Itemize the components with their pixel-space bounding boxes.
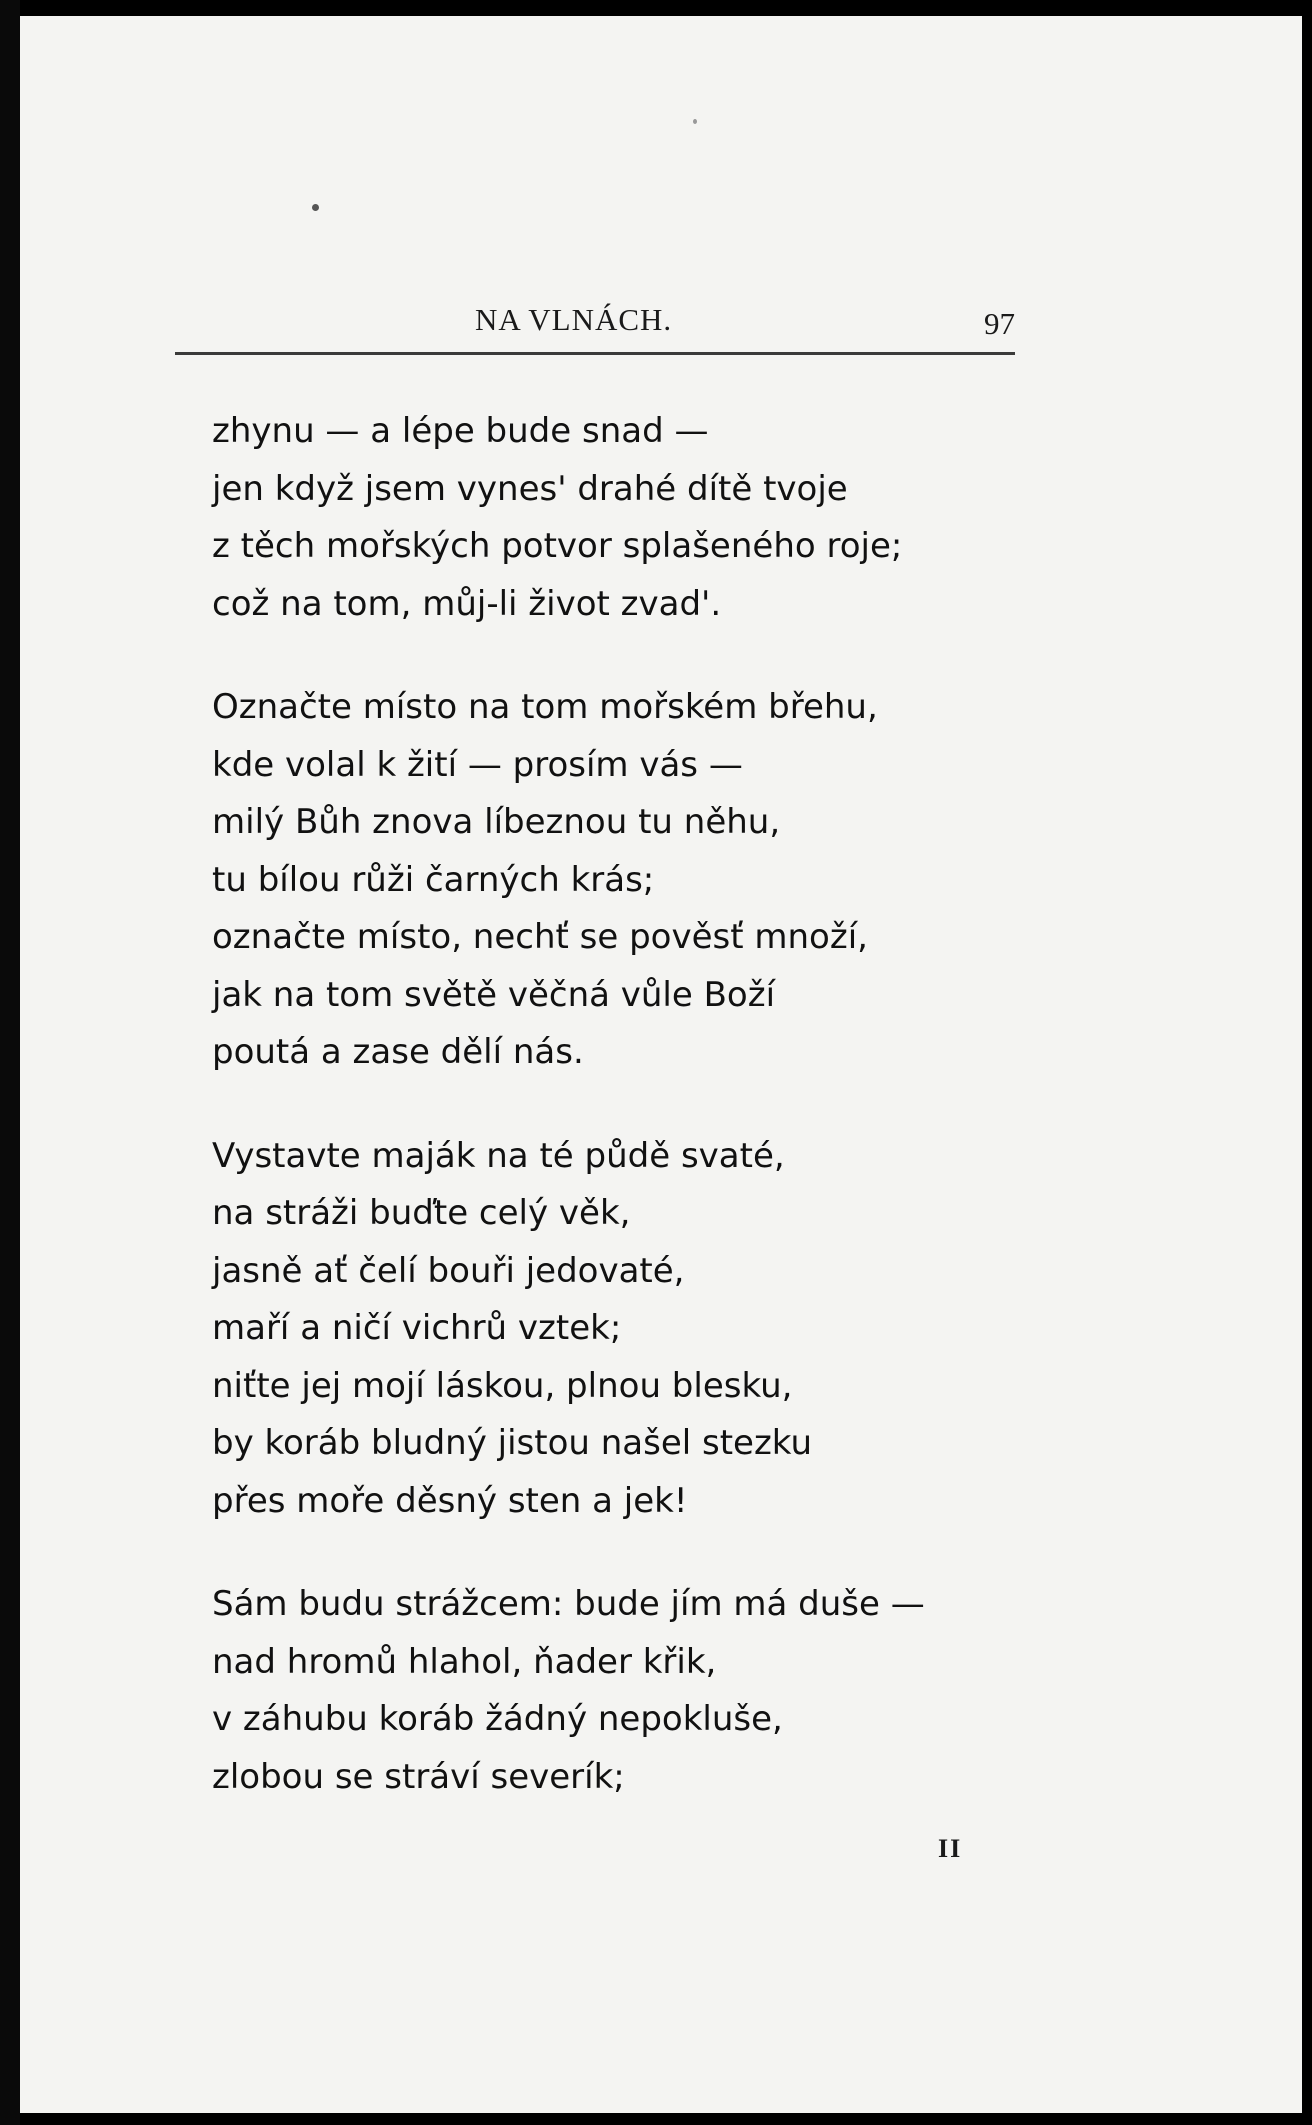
poem-text: [212, 403, 1212, 1852]
stanza-3: [212, 1128, 1212, 1531]
verse-line: jasně ať čelí bouři jedovaté,: [212, 1250, 685, 1291]
verse-line: by koráb bludný jistou našel stezku: [212, 1423, 812, 1463]
verse-line: zlobou se stráví severík;: [212, 1756, 625, 1797]
verse-line: zhynu — a lépe bude snad —: [212, 411, 709, 451]
verse-line: Vystavte maják na té půdě svaté,: [212, 1135, 785, 1176]
verse-line: jak na tom světě věčná vůle Boží: [212, 974, 776, 1015]
verse-line: niťte jej mojí láskou, plnou blesku,: [212, 1365, 793, 1406]
scan-left-edge: [0, 0, 20, 2125]
scan-speck: [693, 119, 697, 124]
verse-line: přes moře děsný sten a jek!: [212, 1480, 688, 1521]
running-header: [175, 294, 1015, 355]
stanza-4: [212, 1576, 1212, 1806]
verse-line: kde volal k žití — prosím vás —: [212, 744, 743, 785]
verse-line: milý Bůh znova líbeznou tu něhu,: [212, 802, 781, 842]
verse-line: jen když jsem vynes' drahé dítě tvoje: [212, 468, 848, 509]
scan-speck: [312, 204, 319, 211]
verse-line: poutá a zase dělí nás.: [212, 1032, 584, 1072]
verse-line: na stráži buďte celý věk,: [212, 1193, 631, 1233]
verse-line: z těch mořských potvor splašeného roje;: [212, 526, 903, 566]
verse-line: v záhubu koráb žádný nepokluše,: [212, 1699, 783, 1739]
signature-mark: II: [938, 1834, 963, 1863]
verse-line: nad hromů hlahol, ňader křik,: [212, 1641, 717, 1682]
page-number: 97: [984, 306, 1015, 341]
stanza-1: [212, 403, 1212, 633]
stanza-2: [212, 679, 1212, 1082]
running-title: NA VLNÁCH.: [475, 302, 673, 337]
verse-line: což na tom, můj-li život zvad'.: [212, 583, 722, 624]
verse-line: Sám budu strážcem: bude jím má duše —: [212, 1584, 925, 1624]
verse-line: Označte místo na tom mořském břehu,: [212, 687, 878, 727]
verse-line: tu bílou růži čarných krás;: [212, 859, 655, 900]
verse-line: maří a ničí vichrů vztek;: [212, 1308, 622, 1348]
verse-line: označte místo, nechť se pověsť množí,: [212, 917, 868, 957]
book-page: [20, 16, 1302, 2113]
